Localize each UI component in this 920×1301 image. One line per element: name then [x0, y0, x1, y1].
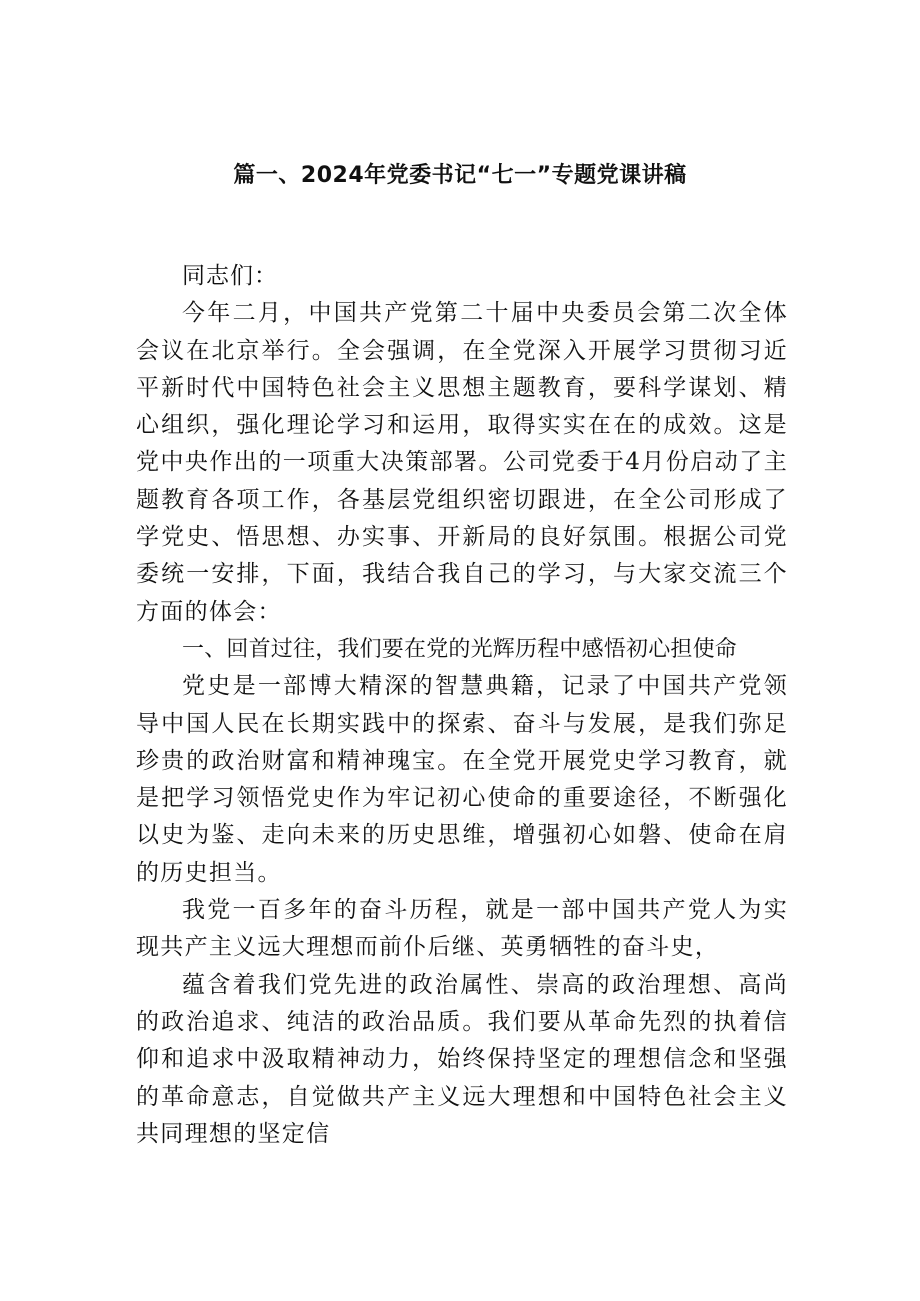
salutation-paragraph: 同志们： [182, 263, 278, 289]
body-paragraph: 蕴含着我们党先进的政治属性、崇高的政治理想、高尚的政治追求、纯洁的政治品质。我们要从革命先烈的执着信仰和追求中汲取精神动力，始终保持坚定的理想信念和坚强的革命意志，自觉做共产主义远大理想和中国特色社会主义共同理想的坚定信 [136, 971, 788, 1147]
body-paragraph: 党史是一部博大精深的智慧典籍，记录了中国共产党领导中国人民在长期实践中的探索、奋斗与发展，是我们弥足珍贵的政治财富和精神瑰宝。在全党开展党史学习教育，就是把学习领悟党史作为牢记初心使命的重要途径，不断强化以史为鉴、走向未来的历史思维，增强初心如磐、使命在肩的历史担当。 [136, 673, 788, 886]
body-paragraph: 我党一百多年的奋斗历程，就是一部中国共产党人为实现共产主义远大理想而前仆后继、英勇牺牲的奋斗史， [136, 897, 788, 961]
section-heading: 一、回首过往，我们要在党的光辉历程中感悟初心担使命 [182, 636, 738, 662]
document-title: 篇一、2024年党委书记“七一”专题党课讲稿 [233, 163, 687, 188]
intro-paragraph: 今年二月，中国共产党第二十届中央委员会第二次全体会议在北京举行。全会强调，在全党深入开展学习贯彻习近平新时代中国特色社会主义思想主题教育，要科学谋划、精心组织，强化理论学习和运用，取得实实在在的成效。这是党中央作出的一项重大决策部署。公司党委于4月份启动了主题教育各项工作，各基层党组织密切跟进，在全公司形成了学党史、悟思想、办实事、开新局的良好氛围。根据公司党委统一安排，下面，我结合我自己的学习，与大家交流三个方面的体会： [136, 300, 788, 625]
document-body [136, 258, 788, 1153]
